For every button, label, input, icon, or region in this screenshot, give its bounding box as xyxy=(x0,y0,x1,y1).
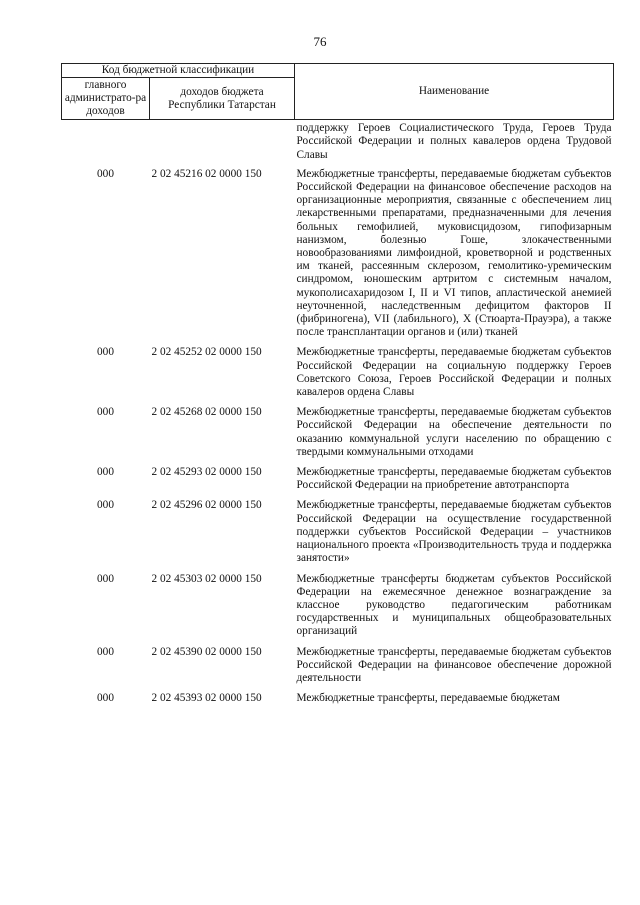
admin-code-cell: 000 xyxy=(97,466,114,479)
name-cell: Межбюджетные трансферты, передаваемые бюджетам субъектов Российской Федерации на приобретение автотранспорта xyxy=(296,466,612,492)
header-name: Наименование xyxy=(295,64,614,120)
income-code-cell: 2 02 45252 02 0000 150 xyxy=(151,346,262,359)
income-code-cell: 2 02 45216 02 0000 150 xyxy=(151,167,262,180)
budget-classification-table xyxy=(61,63,614,712)
page-number: 76 xyxy=(313,34,327,49)
admin-code-cell: 000 xyxy=(97,499,114,512)
admin-code-cell: 000 xyxy=(97,406,114,419)
table-row xyxy=(62,346,614,406)
admin-code-cell: 000 xyxy=(97,346,114,359)
table-row xyxy=(62,646,614,693)
admin-code-cell: 000 xyxy=(97,167,114,180)
header-admin-code: главного администрато-ра доходов xyxy=(62,78,150,120)
table-row xyxy=(62,573,614,646)
name-cell: Межбюджетные трансферты, передаваемые бюджетам субъектов Российской Федерации на социальную поддержку Героев Советского Союза, Героев Российской Федерации и полных кавалеров ордена Славы xyxy=(296,346,612,399)
income-code-cell: 2 02 45293 02 0000 150 xyxy=(151,466,262,479)
table-row xyxy=(62,466,614,499)
admin-code-cell: 000 xyxy=(97,645,114,658)
income-code-cell: 2 02 45390 02 0000 150 xyxy=(151,645,262,658)
name-cell: Межбюджетные трансферты, передаваемые бюджетам субъектов Российской Федерации на осуществление государственной поддержки субъектов Российской Федерации – участников национального проекта «Производительность труда и поддержка занятости» xyxy=(296,499,612,565)
table-row xyxy=(62,168,614,347)
income-code-cell: 2 02 45393 02 0000 150 xyxy=(151,692,262,705)
income-code-cell: 2 02 45303 02 0000 150 xyxy=(151,572,262,585)
name-cell: Межбюджетные трансферты бюджетам субъектов Российской Федерации на ежемесячное денежное вознаграждение за классное руководство педагогическим работникам государственных и муниципальных общеобразовательных организаций xyxy=(296,572,612,638)
admin-code-cell: 000 xyxy=(97,692,114,705)
name-cell: Межбюджетные трансферты, передаваемые бюджетам субъектов Российской Федерации на финансовое обеспечение расходов на организационные мероприятия, связанные с обеспечением лиц лекарственными препаратами, предназначенными для лечения больных гемофилией, муковисцидозом, гипофизарным нанизмом, болезнью Гоше, злокачественными новообразованиями лимфоидной, кроветворной и родственных им тканей, рассеянным склерозом, гемолитико-уремическим синдромом, юношеским артритом с системным началом, мукополисахаридозом I, II и VI типов, апластической анемией неуточненной, наследственным дефицитом факторов II (фибриногена), VII (лабильного), X (Стюарта-Прауэра), а также после трансплантации органов и (или) тканей xyxy=(296,167,612,339)
name-cell: Межбюджетные трансферты, передаваемые бюджетам субъектов Российской Федерации на обеспечение деятельности по оказанию коммунальной услуги населению по обращению с твердыми коммунальными отходами xyxy=(296,406,612,458)
name-cell: Межбюджетные трансферты, передаваемые бюджетам субъектов Российской Федерации на финансовое обеспечение дорожной деятельности xyxy=(296,645,612,684)
table-row xyxy=(62,499,614,572)
income-code-cell: 2 02 45268 02 0000 150 xyxy=(151,406,262,419)
table-row xyxy=(62,692,614,712)
continuation-row xyxy=(62,120,614,168)
table-row xyxy=(62,406,614,466)
continuation-text: поддержку Героев Социалистического Труда, Героев Труда Российской Федерации и полных кавалеров ордена Трудовой Славы xyxy=(296,122,612,161)
header-budget-code-group: Код бюджетной классификации xyxy=(62,64,295,78)
name-cell: Межбюджетные трансферты, передаваемые бюджетам xyxy=(296,692,560,705)
income-code-cell: 2 02 45296 02 0000 150 xyxy=(151,499,262,512)
header-income-code: доходов бюджета Республики Татарстан xyxy=(150,78,295,120)
admin-code-cell: 000 xyxy=(97,572,114,585)
